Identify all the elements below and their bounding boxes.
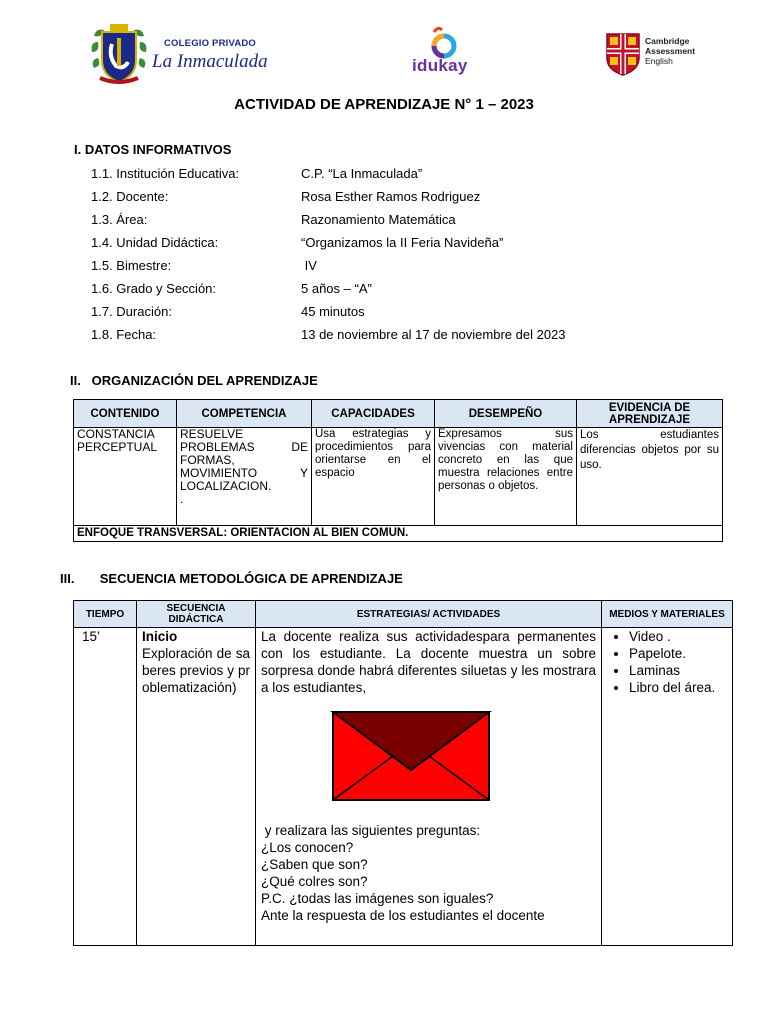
idukay-logo bbox=[410, 26, 474, 78]
table-row bbox=[74, 628, 733, 946]
cambridge-shield-icon bbox=[605, 32, 641, 76]
info-label: 1.1. Institución Educativa: bbox=[91, 166, 240, 181]
section-2-heading: II. ORGANIZACIÓN DEL APRENDIZAJE bbox=[70, 373, 318, 388]
cell-competencia bbox=[177, 428, 312, 526]
cell-contenido: CONSTANCIA PERCEPTUAL bbox=[74, 428, 177, 526]
cell-tiempo: 15’ bbox=[74, 628, 137, 946]
cambridge-line-3: English bbox=[645, 56, 673, 66]
list-item: • Libro del área. bbox=[629, 679, 729, 696]
list-item: • Laminas bbox=[629, 662, 729, 679]
enfoque-transversal: ENFOQUE TRANSVERSAL: ORIENTACION AL BIEN COMUN. bbox=[74, 526, 723, 542]
strategies-intro: La docente realiza sus actividadespara permanentes con los estudiante. La docente muestra un sobre sorpresa donde habrá diferentes siluetas y les mostrara a los estudiantes, bbox=[261, 629, 596, 695]
secuencia-text: Exploración de saberes previos y problematización) bbox=[142, 646, 250, 695]
cell-estrategias bbox=[256, 628, 602, 946]
list-item: • Papelote. bbox=[629, 645, 729, 662]
header-medios: MEDIOS Y MATERIALES bbox=[602, 601, 733, 628]
cell-evidencia: Los estudiantes diferencias objetos por su uso. bbox=[577, 428, 723, 526]
header-desempeno: DESEMPEÑO bbox=[435, 400, 577, 428]
document-title: ACTIVIDAD DE APRENDIZAJE N° 1 – 2023 bbox=[234, 96, 534, 113]
strategy-line: Ante la respuesta de los estudiantes el docente bbox=[261, 908, 545, 923]
cell-capacidades: Usa estrategias y procedimientos para orientarse en el espacio bbox=[312, 428, 435, 526]
info-value: 5 años – “A” bbox=[301, 281, 372, 296]
idukay-wordmark: idukay bbox=[412, 56, 468, 75]
info-label: 1.7. Duración: bbox=[91, 304, 172, 319]
section-1-heading: I. DATOS INFORMATIVOS bbox=[74, 142, 232, 157]
strategy-line: ¿Qué colres son? bbox=[261, 874, 368, 889]
organizacion-table bbox=[73, 399, 723, 542]
cambridge-wordmark bbox=[645, 36, 695, 66]
table-header-row bbox=[74, 400, 723, 428]
strategy-line: y realizara las siguientes preguntas: bbox=[261, 823, 481, 838]
list-item: • Video . bbox=[629, 628, 729, 645]
header-contenido: CONTENIDO bbox=[74, 400, 177, 428]
info-value: Rosa Esther Ramos Rodriguez bbox=[301, 189, 481, 204]
table-header-row bbox=[74, 601, 733, 628]
enfoque-row bbox=[74, 526, 723, 542]
envelope-icon bbox=[323, 710, 503, 802]
competencia-extra: . bbox=[180, 492, 184, 506]
cell-medios bbox=[602, 628, 733, 946]
info-label: 1.4. Unidad Didáctica: bbox=[91, 235, 219, 250]
info-value: IV bbox=[301, 258, 317, 273]
strategy-line: ¿Saben que son? bbox=[261, 857, 368, 872]
table-row bbox=[74, 428, 723, 526]
cell-desempeno: Expresamos sus vivencias con material concreto en las que muestra relaciones entre personas o objetos. bbox=[435, 428, 577, 526]
header-tiempo: TIEMPO bbox=[74, 601, 137, 628]
medios-list bbox=[605, 628, 729, 696]
info-label: 1.6. Grado y Sección: bbox=[91, 281, 217, 296]
header-evidencia: EVIDENCIA DE APRENDIZAJE bbox=[577, 400, 723, 428]
info-value: “Organizamos la II Feria Navideña” bbox=[301, 235, 504, 250]
cambridge-line-2: Assessment bbox=[645, 46, 696, 56]
cell-secuencia bbox=[137, 628, 256, 946]
school-name: La Inmaculada bbox=[152, 51, 268, 72]
header-competencia: COMPETENCIA bbox=[177, 400, 312, 428]
cambridge-logo bbox=[605, 32, 696, 81]
header-capacidades: CAPACIDADES bbox=[312, 400, 435, 428]
strategy-line: ¿Los conocen? bbox=[261, 840, 354, 855]
header-secuencia: SECUENCIA DIDÁCTICA bbox=[137, 601, 256, 628]
header-estrategias: ESTRATEGIAS/ ACTIVIDADES bbox=[256, 601, 602, 628]
info-value: Razonamiento Matemática bbox=[301, 212, 456, 227]
cambridge-line-1: Cambridge bbox=[645, 36, 690, 46]
school-label: COLEGIO PRIVADO bbox=[164, 38, 257, 49]
info-label: 1.8. Fecha: bbox=[91, 327, 157, 342]
info-label: 1.5. Bimestre: bbox=[91, 258, 172, 273]
secuencia-title: Inicio bbox=[142, 629, 178, 644]
school-crest-icon bbox=[88, 22, 150, 86]
secuencia-table bbox=[73, 600, 733, 946]
info-label: 1.3. Área: bbox=[91, 212, 148, 227]
idukay-mark-icon bbox=[410, 26, 474, 60]
competencia-text: RESUELVE PROBLEMAS DE FORMAS, MOVIMIENTO Y LOCALIZACION. bbox=[180, 427, 308, 493]
info-label: 1.2. Docente: bbox=[91, 189, 169, 204]
info-value: 45 minutos bbox=[301, 304, 365, 319]
info-value: 13 de noviembre al 17 de noviembre del 2023 bbox=[301, 327, 566, 342]
strategy-line: P.C. ¿todas las imágenes son iguales? bbox=[261, 891, 494, 906]
school-logo-text bbox=[152, 38, 268, 73]
section-3-heading: III. SECUENCIA METODOLÓGICA DE APRENDIZAJE bbox=[60, 571, 403, 586]
info-value: C.P. “La Inmaculada” bbox=[301, 166, 423, 181]
